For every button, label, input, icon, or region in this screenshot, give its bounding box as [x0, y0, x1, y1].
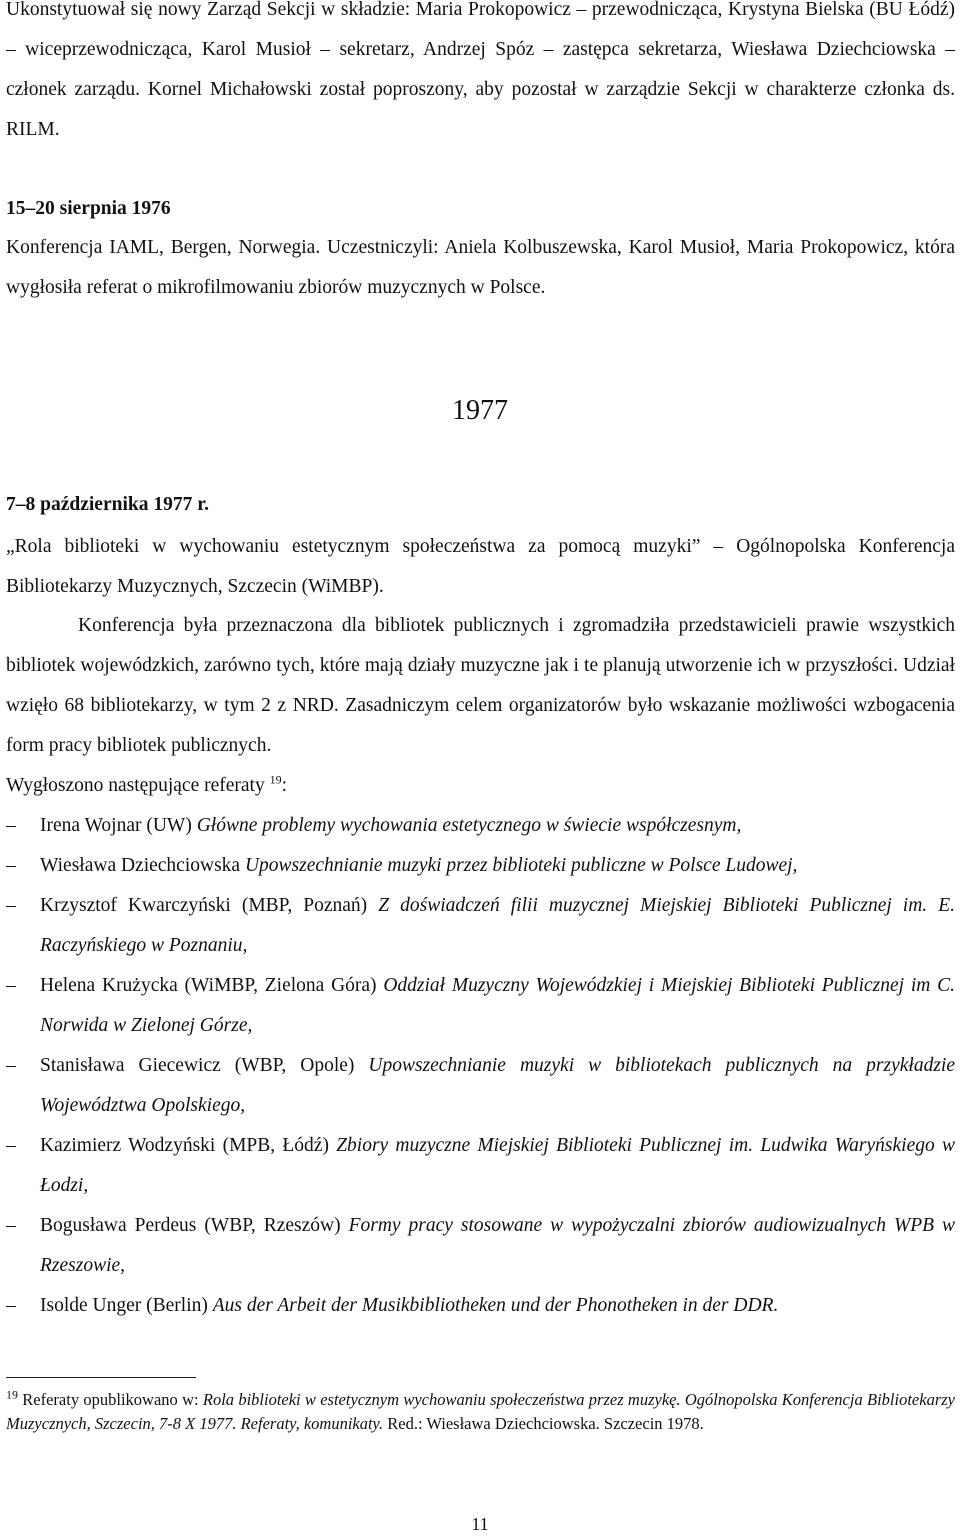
- dash-bullet: –: [6, 895, 16, 916]
- referat-title: Główne problemy wychowania estetycznego w świecie współczesnym,: [196, 815, 742, 836]
- paragraph-zarzad: Ukonstytuował się nowy Zarząd Sekcji w składzie: Maria Prokopowicz – przewodnicząca, Krystyna Bielska (BU Łódź) – wiceprzewodnicząca, Karol Musioł – sekretarz, Andrzej Spóz – zastępca sekretarza, Wiesława Dziechciowska – członek zarządu. Kornel Michałowski został poproszony, aby pozostał w zarządzie Sekcji w charakterze członka ds. RILM.: [6, 0, 955, 140]
- date-heading-1976: 15–20 sierpnia 1976: [6, 198, 171, 219]
- footnote-divider: [6, 1377, 196, 1378]
- referat-author: Irena Wojnar (UW): [40, 815, 197, 836]
- footnote-ref-19: 19: [269, 772, 282, 787]
- referat-author: Kazimierz Wodzyński (MPB, Łódź): [40, 1135, 337, 1156]
- referat-author: Krzysztof Kwarczyński (MBP, Poznań): [40, 895, 379, 916]
- year-heading: 1977: [452, 395, 508, 426]
- dash-bullet: –: [6, 975, 16, 996]
- page-number: 11: [471, 1514, 489, 1534]
- list-item: [6, 886, 955, 966]
- date-heading-1977: 7–8 października 1977 r.: [6, 494, 209, 515]
- paragraph-referaty-intro: [6, 766, 955, 806]
- referat-author: Helena Krużycka (WiMBP, Zielona Góra): [40, 975, 384, 996]
- footnote-lead: Referaty opublikowano w:: [18, 1390, 203, 1409]
- referat-title: Aus der Arbeit der Musikbibliotheken und der Phonotheken in der DDR.: [212, 1295, 779, 1316]
- referat-title: Oddział Muzyczny Wojewódzkiej i Miejskiej Biblioteki Publicznej im C. Norwida w Zielonej Górze,: [40, 975, 955, 1036]
- dash-bullet: –: [6, 1295, 16, 1316]
- dash-bullet: –: [6, 1055, 16, 1076]
- paragraph-conference-title: „Rola biblioteki w wychowaniu estetycznym społeczeństwa za pomocą muzyki” – Ogólnopolska Konferencja Bibliotekarzy Muzycznych, Szczecin (WiMBP).: [6, 536, 955, 597]
- referat-author: Bogusława Perdeus (WBP, Rzeszów): [40, 1215, 349, 1236]
- dash-bullet: –: [6, 1215, 16, 1236]
- dash-bullet: –: [6, 815, 16, 836]
- referat-author: Stanisława Giecewicz (WBP, Opole): [40, 1055, 369, 1076]
- referat-title: Upowszechnianie muzyki w bibliotekach publicznych na przykładzie Województwa Opolskiego,: [40, 1055, 955, 1116]
- list-item: [6, 846, 955, 886]
- paragraph-iaml-bergen: Konferencja IAML, Bergen, Norwegia. Uczestniczyli: Aniela Kolbuszewska, Karol Musioł, Maria Prokopowicz, która wygłosiła referat o mikrofilmowaniu zbiorów muzycznych w Polsce.: [6, 237, 955, 298]
- referat-title: Zbiory muzyczne Miejskiej Biblioteki Publicznej im. Ludwika Waryńskiego w Łodzi,: [40, 1135, 955, 1196]
- paragraph-conference-description: Konferencja była przeznaczona dla bibliotek publicznych i zgromadziła przedstawicieli prawie wszystkich bibliotek wojewódzkich, zarówno tych, które mają działy muzyczne jak i te planują utworzenie ich w przyszłości. Udział wzięło 68 bibliotekarzy, w tym 2 z NRD. Zasadniczym celem organizatorów było wskazanie możliwości wzbogacenia form pracy bibliotek publicznych.: [6, 615, 955, 756]
- list-item: [6, 806, 955, 846]
- list-item: [6, 1126, 955, 1206]
- dash-bullet: –: [6, 855, 16, 876]
- list-item: [6, 1286, 955, 1326]
- list-item: [6, 966, 955, 1046]
- footnote-number: 19: [6, 1387, 18, 1402]
- referaty-intro-text: Wygłoszono następujące referaty: [6, 775, 265, 796]
- footnote-tail: Red.: Wiesława Dziechciowska. Szczecin 1978.: [383, 1414, 704, 1433]
- footnote-publication-title: Rola biblioteki w estetycznym wychowaniu społeczeństwa przez muzykę. Ogólnopolska Konferencja Bibliotekarzy Muzycznych, Szczecin, 7-8 X 1977. Referaty, komunikaty.: [6, 1390, 955, 1433]
- referat-author: Isolde Unger (Berlin): [40, 1295, 213, 1316]
- referaty-list: [6, 806, 955, 1326]
- referaty-intro-colon: :: [281, 775, 288, 796]
- referat-author: Wiesława Dziechciowska: [40, 855, 245, 876]
- list-item: [6, 1046, 955, 1126]
- referat-title: Z doświadczeń filii muzycznej Miejskiej Biblioteki Publicznej im. E. Raczyńskiego w Poznaniu,: [40, 895, 956, 956]
- footnote-19: [6, 1388, 955, 1436]
- list-item: [6, 1206, 955, 1286]
- dash-bullet: –: [6, 1135, 16, 1156]
- referat-title: Upowszechnianie muzyki przez biblioteki publiczne w Polsce Ludowej,: [244, 855, 798, 876]
- referat-title: Formy pracy stosowane w wypożyczalni zbiorów audiowizualnych WPB w Rzeszowie,: [40, 1215, 955, 1276]
